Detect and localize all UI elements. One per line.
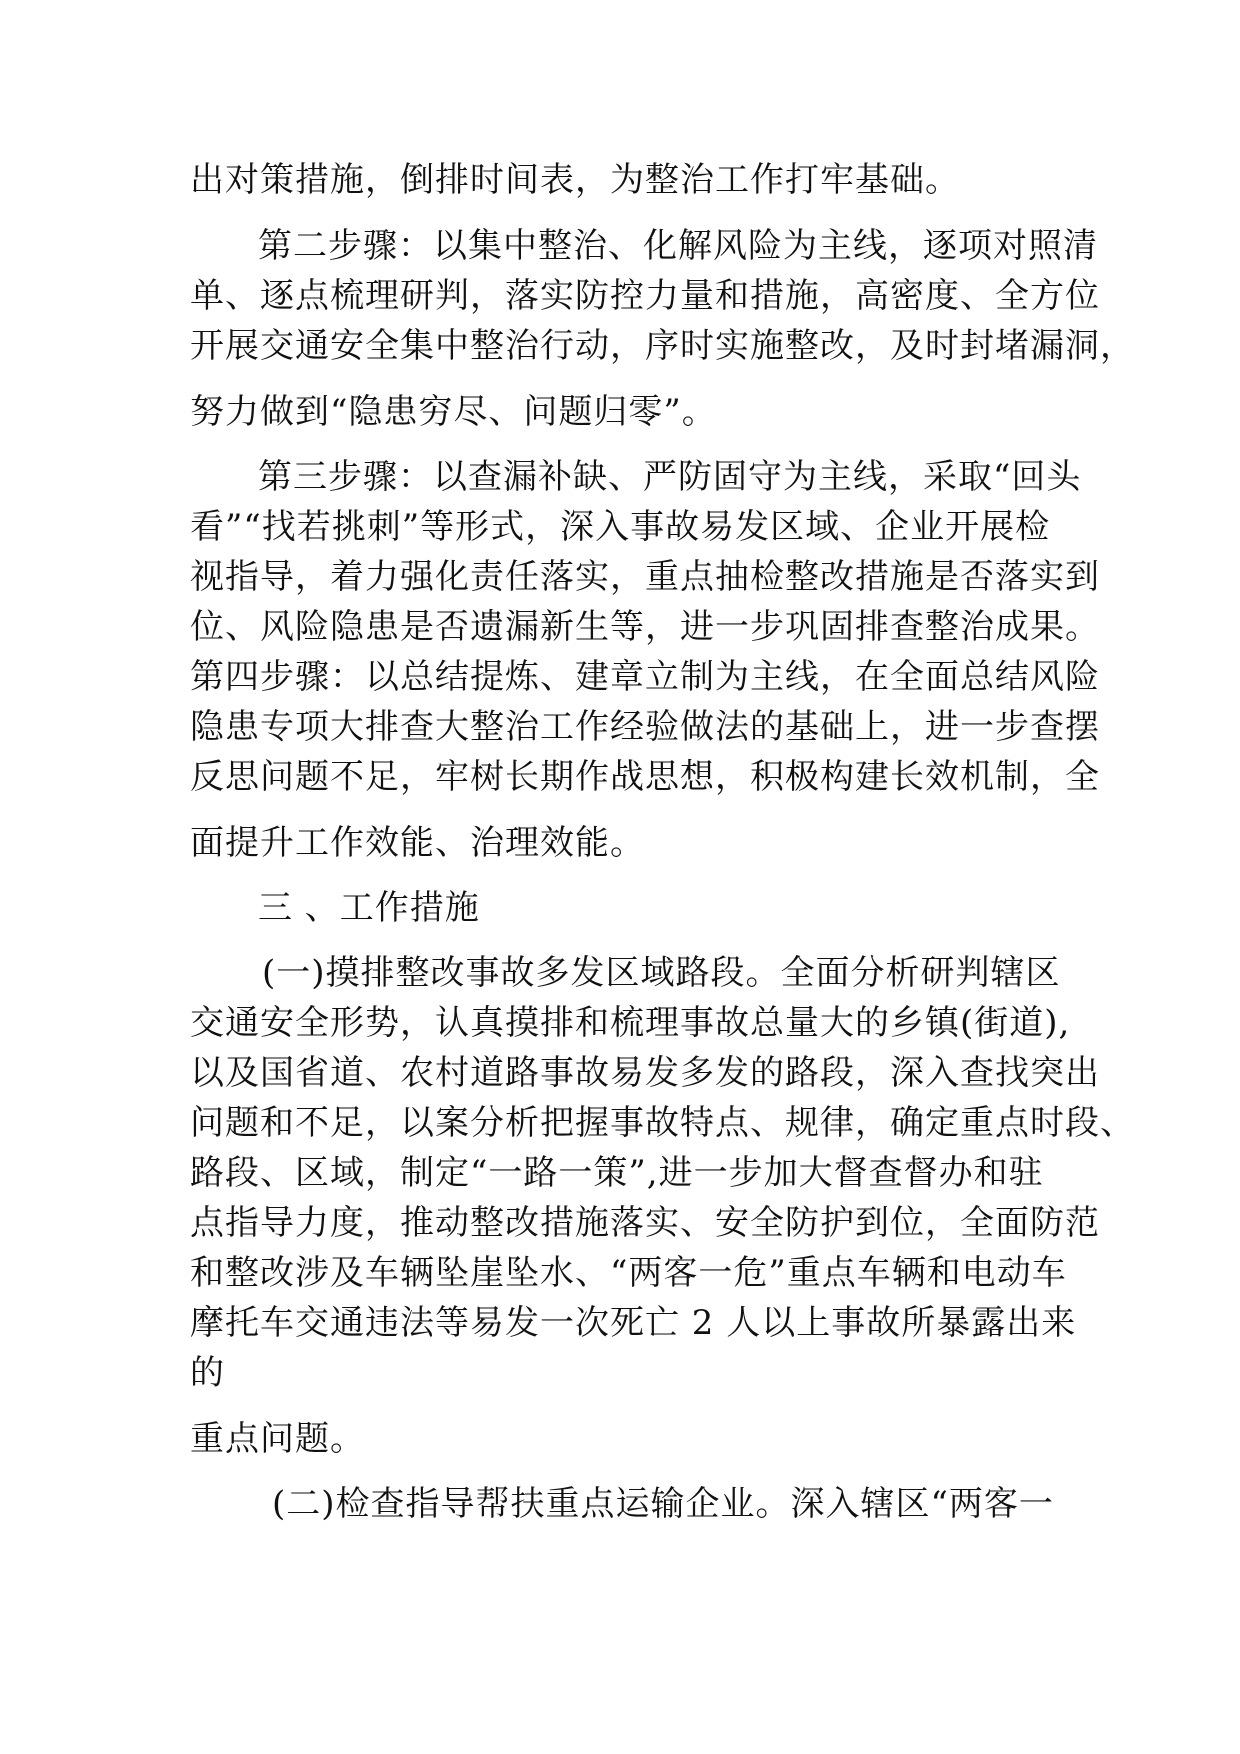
paragraph-line: 的 <box>190 1353 225 1393</box>
paragraph-line: 交通安全形势，认真摸排和梳理事故总量大的乡镇(街道), <box>190 1003 1071 1043</box>
paragraph-line: 摩托车交通违法等易发一次死亡 2 人以上事故所暴露出来 <box>190 1303 1077 1343</box>
paragraph-line: (二)检查指导帮扶重点运输企业。深入辖区“两客一 <box>272 1484 1054 1524</box>
paragraph-line: 第三步骤：以查漏补缺、严防固守为主线，采取“回头 <box>258 457 1082 497</box>
paragraph-line: 出对策措施，倒排时间表，为整治工作打牢基础。 <box>190 160 960 200</box>
paragraph-line: 面提升工作效能、治理效能。 <box>190 823 645 863</box>
paragraph-line: 视指导，着力强化责任落实，重点抽检整改措施是否落实到 <box>190 557 1100 597</box>
paragraph-line: 问题和不足，以案分析把握事故特点、规律，确定重点时段、 <box>190 1103 1135 1143</box>
paragraph-line: 第二步骤：以集中整治、化解风险为主线，逐项对照清 <box>258 226 1098 266</box>
paragraph-line: 路段、区域，制定“一路一策”,进一步加大督查督办和驻 <box>190 1153 1044 1193</box>
paragraph-line: 重点问题。 <box>190 1419 365 1459</box>
paragraph-line: (一)摸排整改事故多发区域路段。全面分析研判辖区 <box>262 953 1061 993</box>
paragraph-line: 和整改涉及车辆坠崖坠水、“两客一危”重点车辆和电动车 <box>190 1253 1067 1293</box>
paragraph-line: 位、风险隐患是否遗漏新生等，进一步巩固排查整治成果。 <box>190 607 1100 647</box>
paragraph-line: 单、逐点梳理研判，落实防控力量和措施，高密度、全方位 <box>190 276 1100 316</box>
paragraph-line: 努力做到“隐患穷尽、问题归零”。 <box>190 392 717 432</box>
paragraph-line: 反思问题不足，牢树长期作战思想，积极构建长效机制，全 <box>190 757 1100 797</box>
section-heading: 三 、工作措施 <box>258 888 480 928</box>
paragraph-line: 点指导力度，推动整改措施落实、安全防护到位，全面防范 <box>190 1203 1100 1243</box>
paragraph-line: 隐患专项大排查大整治工作经验做法的基础上，进一步查摆 <box>190 707 1100 747</box>
paragraph-line: 第四步骤：以总结提炼、建章立制为主线，在全面总结风险 <box>190 657 1100 697</box>
paragraph-line: 以及国省道、农村道路事故易发多发的路段，深入查找突出 <box>190 1053 1100 1093</box>
paragraph-line: 开展交通安全集中整治行动，序时实施整改，及时封堵漏洞， <box>190 326 1135 366</box>
paragraph-line: 看”“找若挑刺”等形式，深入事故易发区域、企业开展检 <box>190 507 1051 547</box>
